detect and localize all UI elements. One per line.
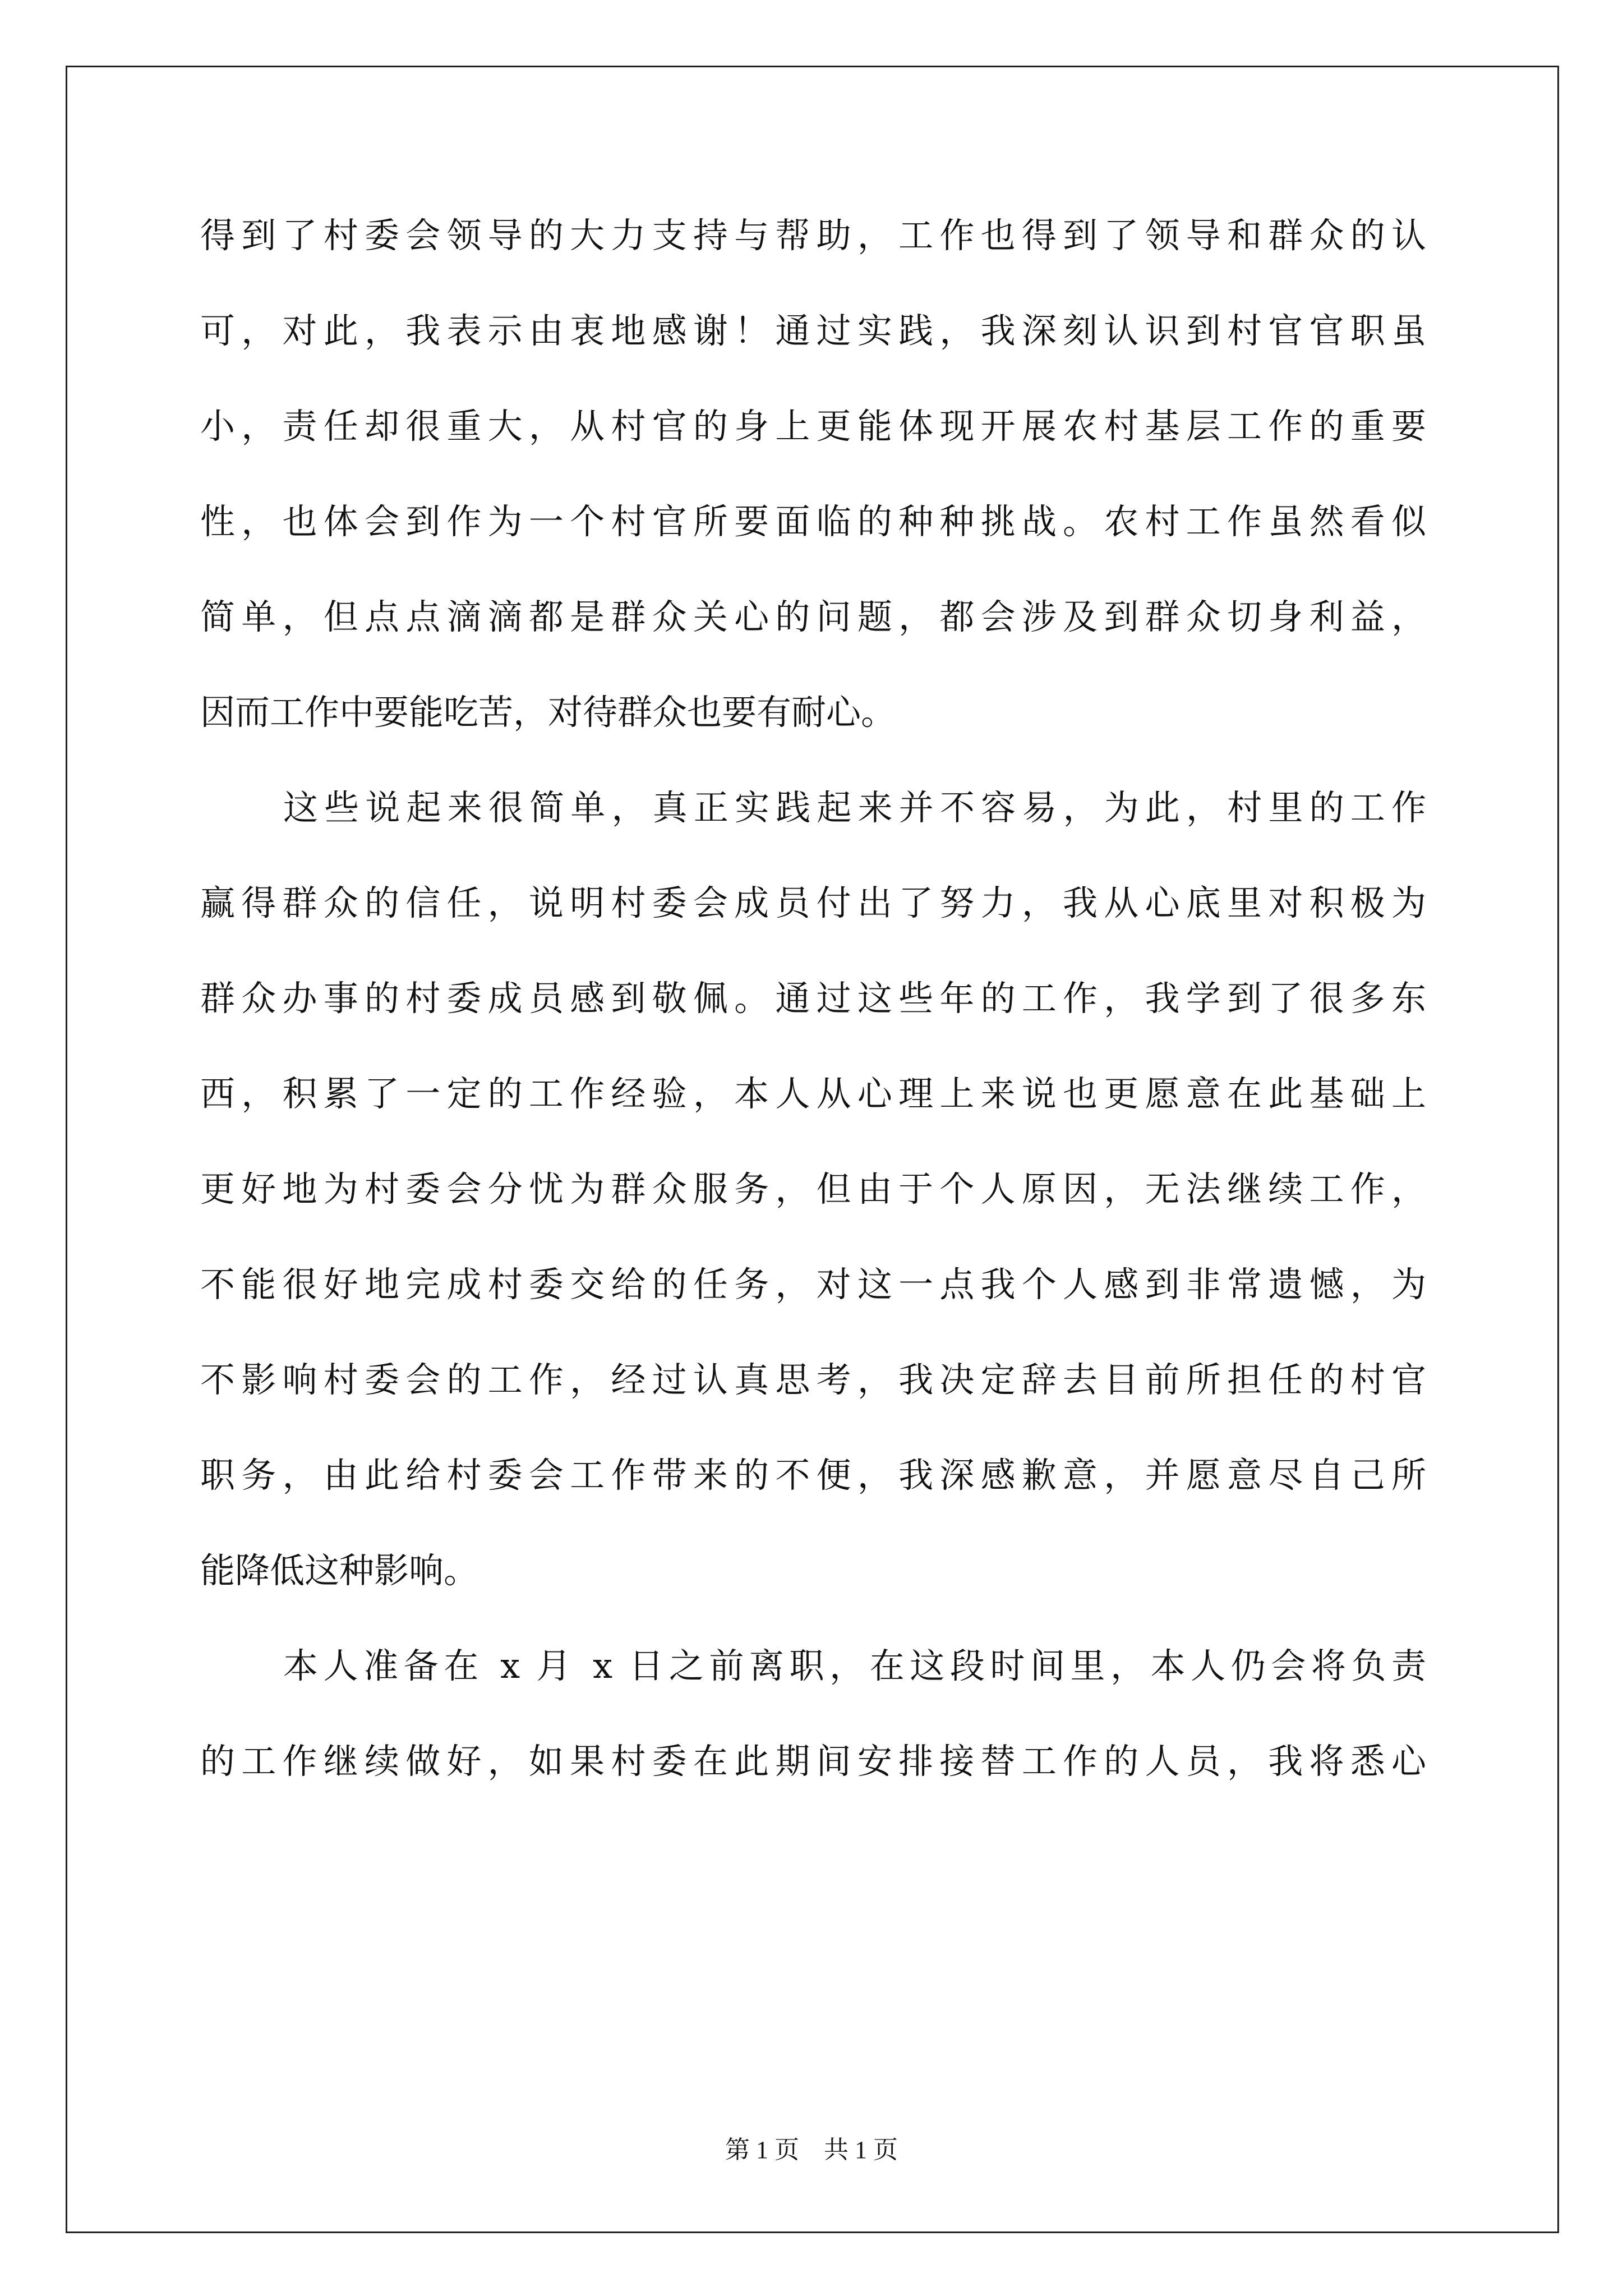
text-line: 这些说起来很简单，真正实践起来并不容易，为此，村里的工作 (283, 787, 1426, 828)
text-line: 不影响村委会的工作，经过认真思考，我决定辞去目前所担任的村官 (200, 1359, 1426, 1400)
text-line: 本人准备在 x 月 x 日之前离职，在这段时间里，本人仍会将负责 (283, 1645, 1426, 1686)
text-line: 得到了村委会领导的大力支持与帮助，工作也得到了领导和群众的认 (200, 215, 1426, 256)
document-body (200, 188, 1426, 1809)
text-line: 简单，但点点滴滴都是群众关心的问题，都会涉及到群众切身利益， (200, 596, 1426, 637)
text-line: 西，积累了一定的工作经验，本人从心理上来说也更愿意在此基础上 (200, 1073, 1426, 1114)
paragraph-2 (200, 760, 1426, 1618)
text-line: 小，责任却很重大，从村官的身上更能体现开展农村基层工作的重要 (200, 406, 1426, 447)
text-line: 可，对此，我表示由衷地感谢！通过实践，我深刻认识到村官官职虽 (200, 310, 1426, 351)
text-line: 群众办事的村委成员感到敬佩。通过这些年的工作，我学到了很多东 (200, 978, 1426, 1019)
text-line: 能降低这种影响。 (200, 1550, 479, 1591)
page-number-footer: 第 1 页 共 1 页 (725, 2136, 898, 2164)
text-line: 更好地为村委会分忧为群众服务，但由于个人原因，无法继续工作， (200, 1168, 1426, 1209)
text-line: 的工作继续做好，如果村委在此期间安排接替工作的人员，我将悉心 (200, 1741, 1426, 1782)
text-line: 职务，由此给村委会工作带来的不便，我深感歉意，并愿意尽自己所 (200, 1455, 1426, 1496)
paragraph-3 (200, 1618, 1426, 1809)
text-line: 因而工作中要能吃苦，对待群众也要有耐心。 (200, 692, 896, 733)
text-line: 赢得群众的信任，说明村委会成员付出了努力，我从心底里对积极为 (200, 882, 1426, 923)
paragraph-1 (200, 188, 1426, 760)
text-line: 不能很好地完成村委交给的任务，对这一点我个人感到非常遗憾，为 (200, 1264, 1426, 1305)
text-line: 性，也体会到作为一个村官所要面临的种种挑战。农村工作虽然看似 (200, 501, 1426, 542)
